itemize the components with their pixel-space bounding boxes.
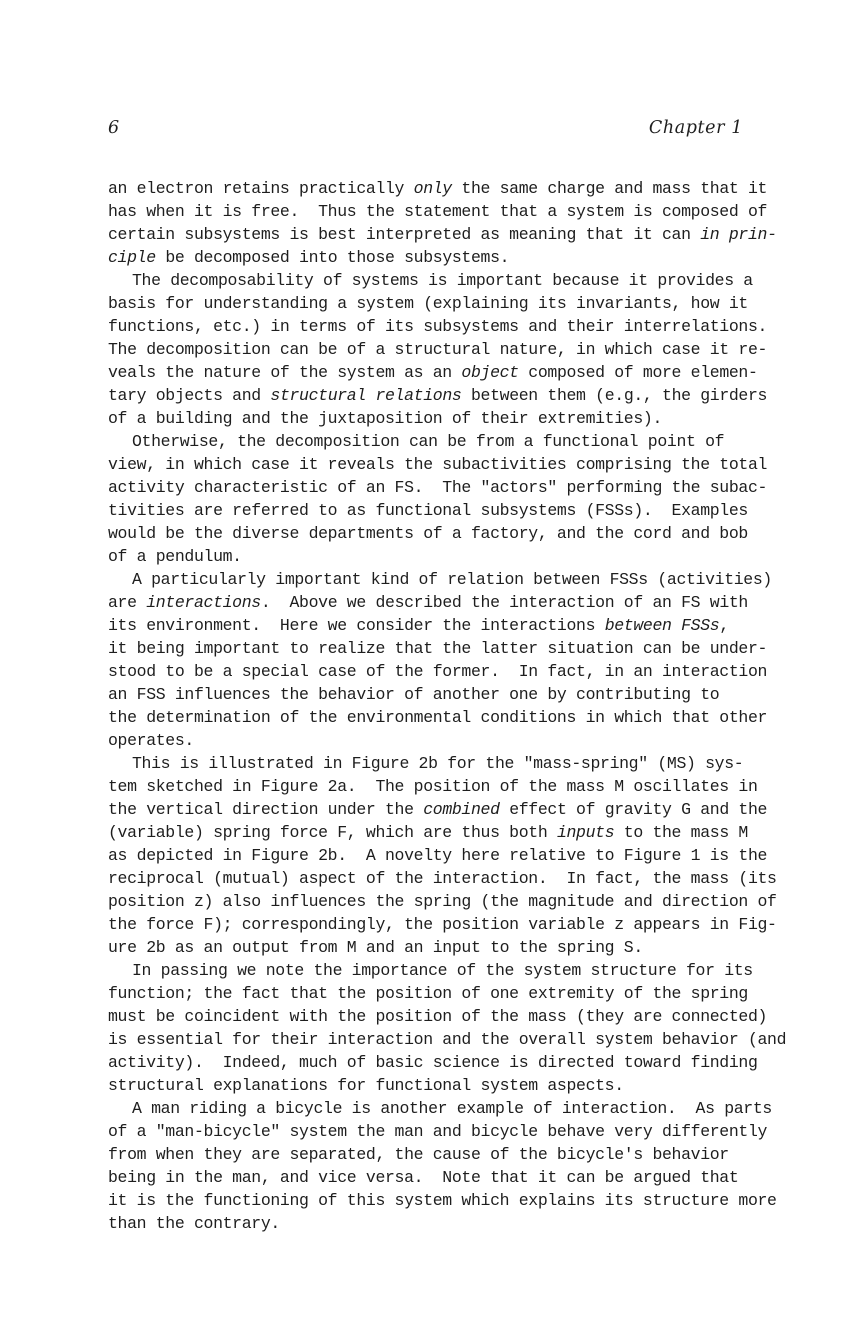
chapter-title: Chapter 1 [648,118,743,138]
paragraph [108,752,777,959]
text-line [108,200,768,223]
text-line [108,545,768,568]
text-line [108,752,768,775]
text-span: In passing we note the importance of the system structure for its [132,961,753,980]
text-span: between them (e.g., the girders [461,386,768,405]
text-line [108,1189,777,1212]
text-span: from when they are separated, the cause of the bicycle's behavior [108,1145,729,1164]
text-line [108,568,772,591]
text-span: the force F); correspondingly, the position variable z appears in Fig- [108,915,777,934]
text-span: as depicted in Figure 2b. A novelty here relative to Figure 1 is the [108,846,768,865]
text-line [108,660,768,683]
paragraph [108,269,768,430]
text-span: would be the diverse departments of a factory, and the cord and bob [108,524,748,543]
text-span: The decomposition can be of a structural nature, in which case it re- [108,340,768,359]
text-span: of a "man-bicycle" system the man and bicycle behave very differently [108,1122,768,1141]
text-span: , [719,616,729,635]
text-span: its environment. Here we consider the interactions [108,616,605,635]
text-span: be decomposed into those subsystems. [155,248,510,267]
text-line [108,1143,768,1166]
text-span: function; the fact that the position of one extremity of the spring [108,984,748,1003]
text-line [108,982,768,1005]
text-line [108,959,768,982]
text-span: of a building and the juxtaposition of their extremities). [108,409,662,428]
italic-text: combined [423,800,500,819]
text-line [108,315,768,338]
text-span: tary objects and [108,386,271,405]
text-span: basis for understanding a system (explaining its invariants, how it [108,294,748,313]
text-line [108,269,768,292]
text-line [108,1097,772,1120]
paragraph [108,1097,777,1235]
text-line [108,683,768,706]
paragraph [108,430,768,568]
italic-text: structural relations [270,386,462,405]
text-line [108,1005,768,1028]
text-line [108,844,768,867]
text-span: activity). Indeed, much of basic science is directed toward finding [108,1053,758,1072]
italic-text: inputs [556,823,615,842]
paragraph [108,177,777,269]
text-line [108,1028,787,1051]
text-span: an electron retains practically [108,179,414,198]
text-line [108,1166,768,1189]
text-span: than the contrary. [108,1214,280,1233]
text-line [108,453,768,476]
text-span: operates. [108,731,194,750]
text-line [108,890,777,913]
text-line [108,1120,768,1143]
text-span: A man riding a bicycle is another example of interaction. As parts [132,1099,772,1118]
text-span: veals the nature of the system as an [108,363,462,382]
italic-text: in prin- [700,225,777,244]
text-line [108,292,768,315]
text-span: the vertical direction under the [108,800,424,819]
italic-text: between FSSs [604,616,720,635]
text-span: composed of more elemen- [518,363,758,382]
text-line [108,338,768,361]
text-line [108,867,777,890]
text-line [108,1051,768,1074]
text-line [108,177,768,200]
text-line [108,637,768,660]
italic-text: only [413,179,452,198]
text-span: activity characteristic of an FS. The "actors" performing the subac- [108,478,768,497]
text-span: the determination of the environmental conditions in which that other [108,708,768,727]
body-text [108,177,787,1235]
text-line [108,384,768,407]
text-span: certain subsystems is best interpreted as meaning that it can [108,225,701,244]
italic-text: interactions [146,593,261,612]
text-span: . Above we described the interaction of an FS with [260,593,748,612]
text-span: Otherwise, the decomposition can be from a functional point of [132,432,725,451]
text-line [108,361,768,384]
text-span: an FSS influences the behavior of another one by contributing to [108,685,720,704]
text-span: to the mass M [614,823,748,842]
text-span: stood to be a special case of the former. In fact, in an interaction [108,662,768,681]
text-line [108,798,768,821]
text-span: structural explanations for functional system aspects. [108,1076,624,1095]
text-span: functions, etc.) in terms of its subsystems and their interrelations. [108,317,768,336]
text-line [108,821,768,844]
text-line [108,1212,768,1235]
text-line [108,476,768,499]
text-line [108,706,768,729]
text-span: the same charge and mass that it [451,179,768,198]
text-span: is essential for their interaction and the overall system behavior (and [108,1030,787,1049]
italic-text: object [461,363,519,382]
text-line [108,913,777,936]
text-span: view, in which case it reveals the subactivities comprising the total [108,455,768,474]
paragraph [108,568,772,752]
text-line [108,246,768,269]
text-span: it being important to realize that the latter situation can be under- [108,639,768,658]
text-line [108,407,768,430]
text-line [108,775,768,798]
text-span: The decomposability of systems is important because it provides a [132,271,753,290]
text-line [108,614,768,637]
text-line [108,729,768,752]
text-span: are [108,593,147,612]
text-span: ure 2b as an output from M and an input to the spring S. [108,938,643,957]
text-line [108,499,768,522]
text-span: must be coincident with the position of the mass (they are connected) [108,1007,768,1026]
text-span: has when it is free. Thus the statement that a system is composed of [108,202,768,221]
text-line [108,430,768,453]
text-span: being in the man, and vice versa. Note that it can be argued that [108,1168,739,1187]
paragraph [108,959,787,1097]
running-header [108,118,743,144]
text-span: position z) also influences the spring (the magnitude and direction of [108,892,777,911]
page-number: 6 [108,118,120,138]
text-span: (variable) spring force F, which are thus both [108,823,557,842]
text-line [108,522,768,545]
text-line [108,936,768,959]
text-span: tivities are referred to as functional subsystems (FSSs). Examples [108,501,748,520]
text-span: This is illustrated in Figure 2b for the "mass-spring" (MS) sys- [132,754,744,773]
text-span: of a pendulum. [108,547,242,566]
text-span: A particularly important kind of relation between FSSs (activities) [132,570,772,589]
text-span: it is the functioning of this system which explains its structure more [108,1191,777,1210]
text-span: reciprocal (mutual) aspect of the interaction. In fact, the mass (its [108,869,777,888]
text-line [108,1074,768,1097]
text-span: effect of gravity G and the [499,800,768,819]
text-line [108,591,768,614]
text-span: tem sketched in Figure 2a. The position of the mass M oscillates in [108,777,758,796]
italic-text: ciple [108,248,156,267]
text-line [108,223,777,246]
